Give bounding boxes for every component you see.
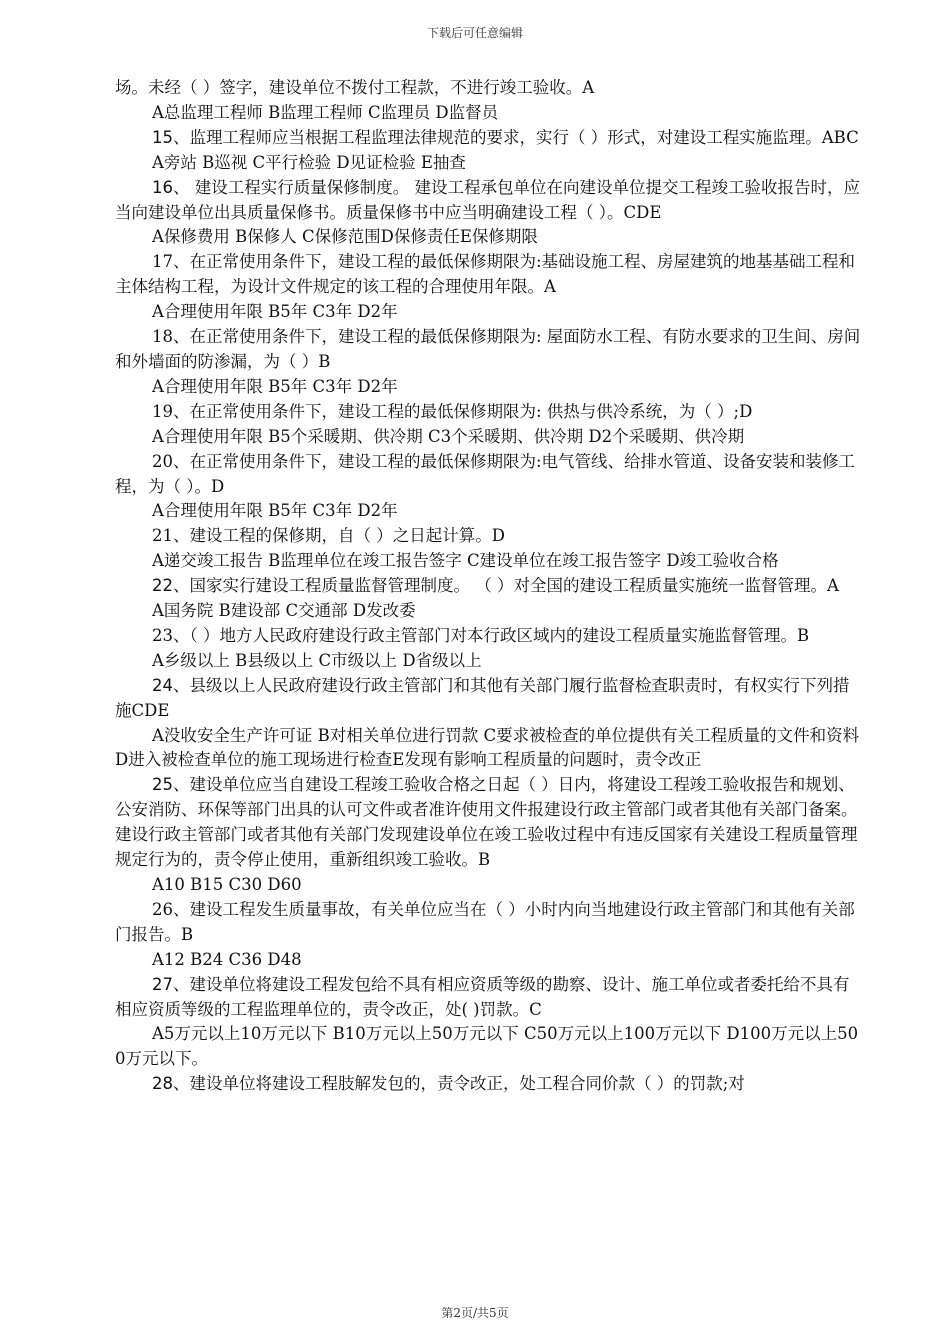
paragraph bbox=[115, 425, 863, 450]
page-header: 下载后可任意编辑 bbox=[426, 26, 523, 40]
paragraph-text: 19、在正常使用条件下，建设工程的最低保修期限为: 供热与供冷系统，为（ ）;D bbox=[152, 401, 753, 421]
paragraph-text: 场。未经（ ）签字，建设单位不拨付工程款，不进行竣工验收。A bbox=[115, 78, 595, 97]
paragraph-text: A10 B15 C30 D60 bbox=[152, 875, 302, 894]
paragraph-text: 18、在正常使用条件下，建设工程的最低保修期限为: 屋面防水工程、有防水要求的卫生间、房间和外墙面的防渗漏，为（ ）B bbox=[115, 327, 861, 371]
paragraph bbox=[115, 898, 863, 948]
paragraph bbox=[115, 101, 863, 126]
paragraph bbox=[115, 375, 863, 400]
question-number: 22 bbox=[152, 576, 173, 596]
question-number: 28 bbox=[152, 1074, 173, 1094]
paragraph-text: 26、建设工程发生质量事故，有关单位应当在（ ）小时内向当地建设行政主管部门和其他有关部门报告。B bbox=[115, 899, 855, 944]
paragraph-text: A国务院 B建设部 C交通部 D发改委 bbox=[152, 601, 416, 621]
paragraph bbox=[115, 549, 863, 574]
paragraph bbox=[115, 973, 863, 1023]
paragraph bbox=[115, 524, 863, 549]
paragraph-text: A乡级以上 B县级以上 C市级以上 D省级以上 bbox=[152, 650, 482, 670]
paragraph-text: 、县级以上人民政府建设行政主管部门和其他有关部门履行监督检查职责时，有权实行下列措施CDE bbox=[115, 675, 850, 720]
paragraph bbox=[115, 624, 863, 649]
paragraph-text: 、建设单位将建设工程发包给不具有相应资质等级的勘察、设计、施工单位或者委托给不具有相应资质等级的工程监理单位的，责令改正，处( )罚款。C bbox=[115, 974, 850, 1019]
question-number: 27 bbox=[152, 974, 173, 994]
paragraph-text: 21、建设工程的保修期，自（ ）之日起计算。D bbox=[152, 526, 505, 546]
paragraph bbox=[115, 76, 863, 101]
paragraph bbox=[115, 499, 863, 524]
paragraph bbox=[115, 250, 863, 300]
question-number: 25 bbox=[152, 775, 173, 795]
paragraph bbox=[115, 674, 863, 724]
paragraph bbox=[115, 450, 863, 500]
paragraph-text: A合理使用年限 B5个采暖期、供冷期 C3个采暖期、供冷期 D2个采暖期、供冷期 bbox=[152, 426, 745, 446]
paragraph bbox=[115, 773, 863, 873]
page-footer: 第2页/共5页 bbox=[441, 1306, 509, 1320]
paragraph bbox=[115, 225, 863, 250]
paragraph bbox=[115, 300, 863, 325]
paragraph-text: 23、（ ）地方人民政府建设行政主管部门对本行政区域内的建设工程质量实施监督管理。B bbox=[152, 625, 810, 645]
paragraph bbox=[115, 724, 863, 774]
paragraph bbox=[115, 599, 863, 624]
paragraph-text: A递交竣工报告 B监理单位在竣工报告签字 C建设单位在竣工报告签字 D竣工验收合格 bbox=[152, 551, 779, 571]
paragraph-text: A旁站 B巡视 C平行检验 D见证检验 E抽查 bbox=[152, 152, 466, 172]
question-number: 15 bbox=[152, 127, 173, 147]
paragraph-text: A5万元以上10万元以下 B10万元以上50万元以下 C50万元以上100万元以下 D100万元以上500万元以下。 bbox=[115, 1024, 859, 1069]
question-number: 24 bbox=[152, 675, 173, 695]
paragraph-text: 17、在正常使用条件下，建设工程的最低保修期限为:基础设施工程、房屋建筑的地基基础工程和主体结构工程，为设计文件规定的该工程的合理使用年限。A bbox=[115, 252, 856, 297]
paragraph bbox=[115, 1072, 863, 1097]
paragraph-text: 20、在正常使用条件下，建设工程的最低保修期限为:电气管线、给排水管道、设备安装和装修工程，为（ ）。D bbox=[115, 451, 856, 496]
paragraph-text: 、国家实行建设工程质量监督管理制度。 （ ）对全国的建设工程质量实施统一监督管理。A bbox=[173, 576, 839, 596]
question-number: 16 bbox=[152, 177, 173, 197]
paragraph-text: A总监理工程师 B监理工程师 C监理员 D监督员 bbox=[152, 102, 499, 122]
paragraph-text: A合理使用年限 B5年 C3年 D2年 bbox=[152, 376, 398, 396]
paragraph-text: A12 B24 C36 D48 bbox=[152, 949, 302, 969]
paragraph bbox=[115, 1022, 863, 1072]
paragraph bbox=[115, 126, 863, 151]
paragraph-text: 、 建设工程实行质量保修制度。 建设工程承包单位在向建设单位提交工程竣工验收报告时，应当向建设单位出具质量保修书。质量保修书中应当明确建设工程（ ）。CDE bbox=[115, 177, 860, 222]
paragraph bbox=[115, 873, 863, 898]
paragraph bbox=[115, 948, 863, 973]
paragraph-text: 、建设单位将建设工程肢解发包的，责令改正，处工程合同价款（ ）的罚款;对 bbox=[173, 1074, 745, 1094]
paragraph bbox=[115, 325, 863, 375]
paragraph bbox=[115, 400, 863, 425]
paragraph-text: A合理使用年限 B5年 C3年 D2年 bbox=[152, 302, 398, 322]
paragraph bbox=[115, 151, 863, 176]
paragraph-text: A没收安全生产许可证 B对相关单位进行罚款 C要求被检查的单位提供有关工程质量的文件和资料D进入被检查单位的施工现场进行检查E发现有影响工程质量的问题时，责令改正 bbox=[115, 725, 860, 770]
paragraph-text: 、监理工程师应当根据工程监理法律规范的要求，实行（ ）形式，对建设工程实施监理。ABC bbox=[173, 127, 859, 147]
paragraph bbox=[115, 649, 863, 674]
document-body bbox=[115, 76, 863, 1097]
paragraph-text: 、建设单位应当自建设工程竣工验收合格之日起（ ）日内，将建设工程竣工验收报告和规划、公安消防、环保等部门出具的认可文件或者准许使用文件报建设行政主管部门或者其他有关部门备案。建设行政主管部门或者其他有关部门发现建设单位在竣工验收过程中有违反国家有关建设工程质量管理规定行为的，责令停止使用，重新组织竣工验收。B bbox=[115, 775, 858, 870]
paragraph-text: A合理使用年限 B5年 C3年 D2年 bbox=[152, 501, 398, 521]
paragraph bbox=[115, 176, 863, 226]
paragraph bbox=[115, 574, 863, 599]
paragraph-text: A保修费用 B保修人 C保修范围D保修责任E保修期限 bbox=[152, 227, 538, 247]
